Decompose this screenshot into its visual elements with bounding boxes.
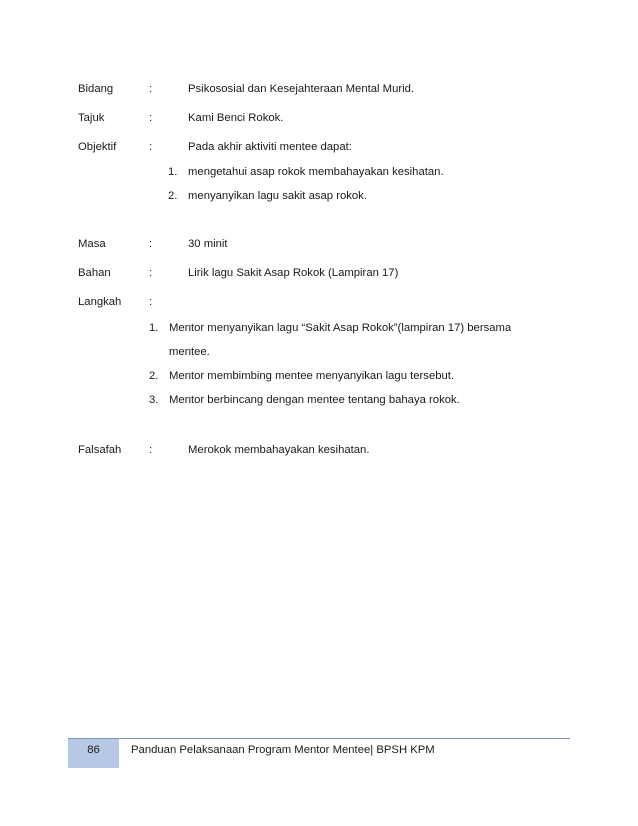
- field-label: Bahan: [78, 267, 111, 279]
- field-colon: :: [149, 238, 153, 250]
- list-number: 3.: [149, 394, 159, 406]
- objektif-item: [0, 162, 638, 182]
- footer-title: Panduan Pelaksanaan Program Mentor Mentee| BPSH KPM: [131, 744, 435, 756]
- field-colon: :: [149, 267, 153, 279]
- list-number: 2.: [168, 190, 178, 202]
- field-colon: :: [149, 296, 153, 308]
- field-label: Langkah: [78, 296, 122, 308]
- field-value: Merokok membahayakan kesihatan.: [188, 444, 370, 456]
- field-colon: :: [149, 141, 153, 153]
- field-value: 30 minit: [188, 238, 228, 250]
- field-tajuk: [0, 108, 638, 128]
- langkah-step: [0, 390, 638, 410]
- field-label: Objektif: [78, 141, 117, 153]
- list-item-text: Mentor membimbing mentee menyanyikan lagu tersebut.: [169, 370, 455, 382]
- field-colon: :: [149, 112, 153, 124]
- field-falsafah: [0, 440, 638, 460]
- list-item-text: Mentor berbincang dengan mentee tentang bahaya rokok.: [169, 394, 460, 406]
- field-masa: [0, 234, 638, 254]
- field-value: Kami Benci Rokok.: [188, 112, 284, 124]
- objektif-item: [0, 186, 638, 206]
- field-colon: :: [149, 83, 153, 95]
- field-label: Masa: [78, 238, 106, 250]
- list-number: 1.: [168, 166, 178, 178]
- field-bidang: [0, 79, 638, 99]
- list-item-text: mengetahui asap rokok membahayakan kesihatan.: [188, 166, 444, 178]
- list-number: 1.: [149, 322, 159, 334]
- field-langkah: [0, 292, 638, 312]
- field-label: Falsafah: [78, 444, 122, 456]
- field-label: Tajuk: [78, 112, 105, 124]
- list-number: 2.: [149, 370, 159, 382]
- field-bahan: [0, 263, 638, 283]
- langkah-step-continuation: [0, 342, 638, 362]
- langkah-step: [0, 318, 638, 338]
- field-objektif: [0, 137, 638, 157]
- field-label: Bidang: [78, 83, 114, 95]
- field-value: Pada akhir aktiviti mentee dapat:: [188, 141, 352, 153]
- field-value: Lirik lagu Sakit Asap Rokok (Lampiran 17): [188, 267, 399, 279]
- list-item-text: Mentor menyanyikan lagu “Sakit Asap Rokok”(lampiran 17) bersama: [169, 322, 512, 334]
- langkah-step: [0, 366, 638, 386]
- list-item-text: mentee.: [169, 346, 210, 358]
- field-colon: :: [149, 444, 153, 456]
- list-item-text: menyanyikan lagu sakit asap rokok.: [188, 190, 367, 202]
- page-number: 86: [68, 739, 119, 768]
- field-value: Psikososial dan Kesejahteraan Mental Murid.: [188, 83, 415, 95]
